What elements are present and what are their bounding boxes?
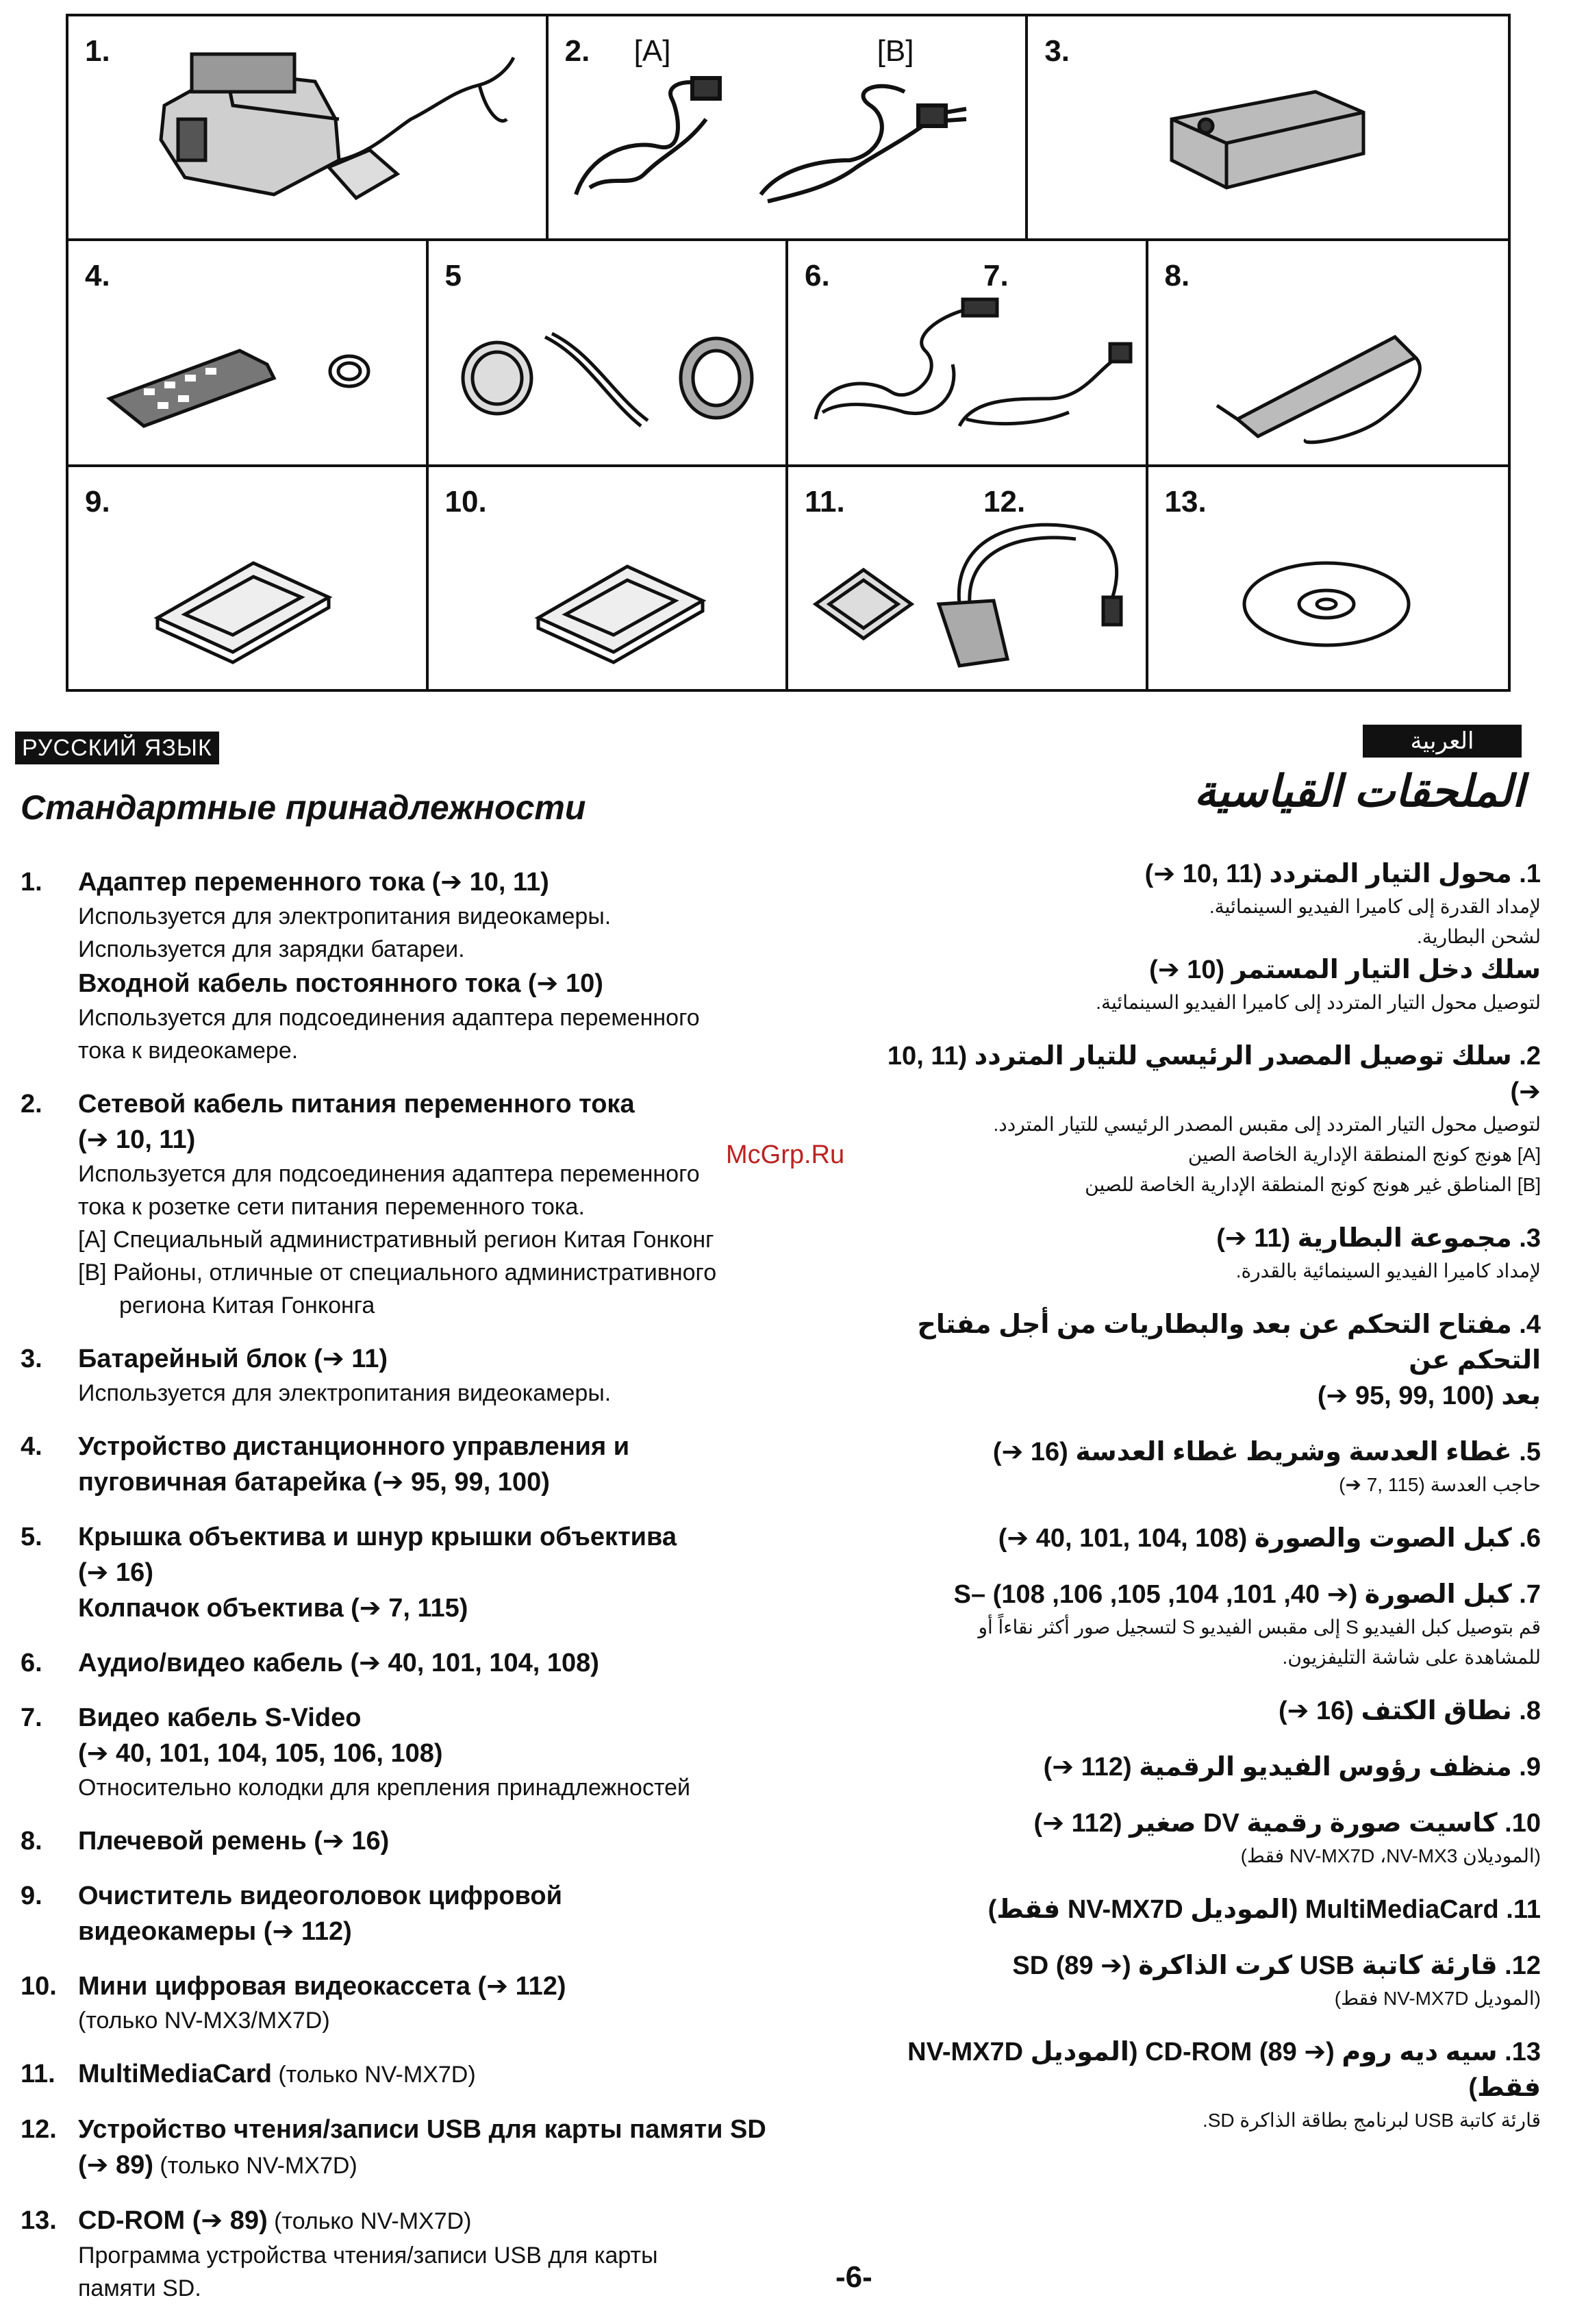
grid-row-3 [68,467,1508,689]
list-item [21,1645,835,1681]
item-heading: Крышка объектива и шнур крышки объектива [78,1523,677,1551]
battery-pack-illustration [1028,16,1507,236]
item-text: [B] المناطق غير هونج كونج المنطقة الإدارية الخاصة للصين [1085,1174,1541,1195]
item-heading: CD-ROM (➔ 89) [78,2206,268,2235]
cell-label: 10. [444,485,487,518]
shoulder-strap-illustration [1148,241,1508,460]
item-heading: Сетевой кабель питания переменного тока [78,1090,635,1119]
item-text: (الموديل NV-MX7D فقط) [1334,1988,1541,2009]
item-text: региона Китая Гонконга [119,1292,375,1319]
item-heading: 8. نطاق الكتف (16 ➔) [1278,1697,1541,1725]
cell-label: 7. [983,259,1009,292]
cell-label: 2. [564,34,590,68]
cell-label: 12. [983,485,1026,518]
list-item [21,2112,835,2184]
item-text: Используется для подсоединения адаптера переменного [78,1161,700,1187]
item-text: (только NV-MX7D) [267,2208,472,2234]
russian-accessory-list [21,864,835,2324]
cell-label: 13. [1164,485,1207,518]
item-heading: Аудио/видео кабель (➔ 40, 101, 104, 108) [78,1649,599,1677]
item-heading: (➔ 16) [78,1558,153,1587]
item-heading: (➔ 10, 11) [78,1125,196,1154]
list-item [856,1577,1541,1673]
item-text: للمشاهدة على شاشة التليفزيون. [1282,1647,1541,1668]
item-heading: Входной кабель постоянного тока (➔ 10) [78,969,603,998]
variant-b-label: [B] [877,34,914,68]
item-text: (только NV-MX7D) [271,2062,476,2088]
item-heading: Очиститель видеоголовок цифровой [78,1882,562,1910]
cell-label: 5 [444,259,462,292]
item-text: لشحن البطارية. [1416,926,1541,947]
list-item [856,1693,1541,1729]
list-item [856,2034,1541,2136]
cell-label: 6. [805,259,830,292]
item-number: 7. [21,1703,42,1732]
item-number: 12. [21,2115,57,2144]
item-number: 13. [21,2206,57,2235]
item-heading: (➔ 89) [78,2151,153,2179]
item-heading: 7. كبل الصورة S– (108 ,106 ,105 ,104 ,101 ,40 ➔) [953,1580,1541,1609]
item-heading: 3. مجموعة البطارية (11 ➔) [1216,1224,1541,1253]
list-item [856,1521,1541,1556]
item-heading: Плечевой ремень (➔ 16) [78,1827,390,1856]
list-item [21,1519,835,1626]
section-title-arabic: الملحقات القياسية [1194,766,1524,816]
item-text: (только NV-MX3/MX7D) [78,2008,330,2034]
language-label-russian: РУССКИЙ ЯЗЫК [15,732,219,764]
cell-label: 3. [1044,34,1070,68]
item-text: Используется для электропитания видеокамеры. [78,903,612,929]
list-item [21,1823,835,1859]
cell-label: 11. [805,485,845,518]
list-item [856,1806,1541,1871]
list-item [856,856,1541,1018]
item-heading: 12. قارئة كاتبة USB كرت الذاكرة SD (89 ➔) [1012,1951,1541,1980]
item-heading: 1. محول التيار المتردد (11 ,10 ➔) [1144,860,1541,888]
item-text: لإمداد كاميرا الفيديو السينمائية بالقدرة. [1235,1260,1541,1282]
cell-label: 1. [85,34,110,68]
item-number: 10. [21,1972,57,2001]
cell-3 [1028,16,1508,238]
list-item [21,2203,835,2305]
item-number: 8. [21,1827,42,1856]
list-item [856,1948,1541,2014]
item-heading: 13. سيه ديه روم CD-ROM (89 ➔) (الموديل NV-MX7D فقط) [907,2038,1541,2102]
arabic-accessory-list [856,856,1541,2156]
item-number: 2. [21,1090,42,1119]
cell-13 [1148,467,1509,689]
cell-6-7 [788,241,1148,464]
dv-cassette-illustration [429,467,788,686]
list-item [856,1221,1541,1286]
list-item [21,864,835,1067]
item-heading: 5. غطاء العدسة وشريط غطاء العدسة (16 ➔) [992,1438,1541,1466]
item-heading: Видео кабель S-Video [78,1703,362,1732]
cell-1 [68,16,549,238]
item-number: 3. [21,1345,42,1373]
watermark: McGrp.Ru [726,1140,845,1169]
cell-2 [549,16,1029,238]
cd-rom-illustration [1148,467,1508,686]
remote-control-illustration [68,241,428,460]
item-heading: 6. كبل الصوت والصورة (108 ,104 ,101 ,40 ➔) [998,1524,1541,1553]
item-heading: Колпачок объектива (➔ 7, 115) [78,1594,468,1623]
item-number: 11. [21,2060,55,2088]
item-text: [A] Специальный административный регион Китая Гонконг [78,1227,714,1253]
item-heading: пуговичная батарейка (➔ 95, 99, 100) [78,1468,550,1497]
list-item [856,1038,1541,1200]
head-cleaner-illustration [68,467,428,686]
list-item [21,1969,835,2037]
accessory-grid [66,14,1511,692]
item-text: Используется для электропитания видеокамеры. [78,1380,612,1406]
section-title-russian: Стандартные принадлежности [21,788,586,827]
list-item [21,1086,835,1322]
item-number: 6. [21,1649,42,1677]
list-item [21,1700,835,1804]
item-heading: Устройство дистанционного управления и [78,1432,630,1461]
item-number: 4. [21,1432,42,1461]
item-heading: Адаптер переменного тока (➔ 10, 11) [78,868,549,897]
cell-label: 9. [85,485,110,518]
item-text: Относительно колодки для крепления принадлежностей [78,1775,691,1801]
cell-4 [68,241,429,464]
grid-row-1 [68,16,1508,241]
item-text: (الموديلان NV-MX7D ،NV-MX3 فقط) [1240,1845,1541,1866]
ac-adapter-illustration [68,16,548,236]
list-item [856,1434,1541,1500]
item-heading: (➔ 40, 101, 104, 105, 106, 108) [78,1739,443,1768]
cell-8 [1148,241,1509,464]
item-heading: 9. منظف رؤوس الفيديو الرقمية (112 ➔) [1043,1753,1541,1782]
item-text: тока к розетке сети питания переменного тока. [78,1194,585,1220]
list-item [21,2056,835,2092]
item-text: لتوصيل محول التيار المتردد إلى كاميرا الفيديو السينمائية. [1096,992,1541,1013]
cell-11-12 [788,467,1148,689]
list-item [856,1892,1541,1927]
lens-cap-illustration [429,241,788,460]
grid-row-2 [68,241,1508,467]
page-number: -6- [835,2260,872,2294]
language-label-arabic: العربية [1363,725,1522,758]
item-heading: بعد (100 ,99 ,95 ➔) [1317,1382,1541,1410]
av-cable-illustration [788,241,1148,460]
item-text: لإمداد القدرة إلى كاميرا الفيديو السينمائية. [1209,896,1541,917]
item-heading: Батарейный блок (➔ 11) [78,1345,388,1373]
item-heading: 11. MultiMediaCard (الموديل NV-MX7D فقط) [987,1895,1541,1924]
list-item [856,1307,1541,1414]
item-heading: 2. سلك توصيل المصدر الرئيسي للتيار المتردد (11 ,10 ➔) [887,1042,1541,1106]
item-text: (только NV-MX7D) [153,2153,357,2179]
list-item [21,1341,835,1410]
item-heading: 4. مفتاح التحكم عن بعد والبطاريات من أجل مفتاح التحكم عن [917,1310,1541,1375]
list-item [21,1878,835,1949]
cell-9 [68,467,429,689]
item-text: قارئة كاتبة USB لبرنامج بطاقة الذاكرة SD. [1202,2110,1541,2131]
item-number: 5. [21,1523,42,1551]
list-item [21,1429,835,1500]
item-text: Используется для подсоединения адаптера переменного [78,1005,700,1031]
item-text: لتوصيل محول التيار المتردد إلى مقبس المصدر الرئيسي للتيار المتردد. [993,1114,1541,1135]
cell-label: 8. [1164,259,1190,292]
item-text: حاجب العدسة (115 ,7 ➔) [1339,1474,1541,1495]
item-text: قم بتوصيل كبل الفيديو S إلى مقبس الفيديو S لتسجيل صور أكثر نقاءاً أو [978,1616,1541,1638]
item-heading: Мини цифровая видеокассета (➔ 112) [78,1972,566,2001]
item-text: [A] هونج كونج المنطقة الإدارية الخاصة الصين [1187,1144,1541,1165]
cell-10 [429,467,789,689]
variant-a-label: [A] [633,34,671,68]
item-heading: видеокамеры (➔ 112) [78,1917,352,1946]
cell-5 [429,241,789,464]
item-number: 9. [21,1882,42,1910]
item-text: Используется для зарядки батареи. [78,936,465,962]
item-heading: MultiMediaCard [78,2060,272,2088]
item-heading: Устройство чтения/записи USB для карты памяти SD [78,2115,766,2144]
item-text: тока к видеокамере. [78,1038,299,1064]
item-number: 1. [21,868,42,897]
cell-label: 4. [85,259,110,292]
sd-reader-illustration [788,467,1148,686]
item-heading: 10. كاسيت صورة رقمية DV صغير (112 ➔) [1033,1809,1541,1838]
list-item [856,1749,1541,1785]
item-text: памяти SD. [78,2275,201,2301]
item-text: Программа устройства чтения/записи USB для карты [78,2242,658,2269]
item-text: [B] Районы, отличные от специального административного [78,1260,717,1286]
mains-cable-illustration [549,16,1028,236]
item-heading: سلك دخل التيار المستمر (10 ➔) [1149,955,1541,984]
